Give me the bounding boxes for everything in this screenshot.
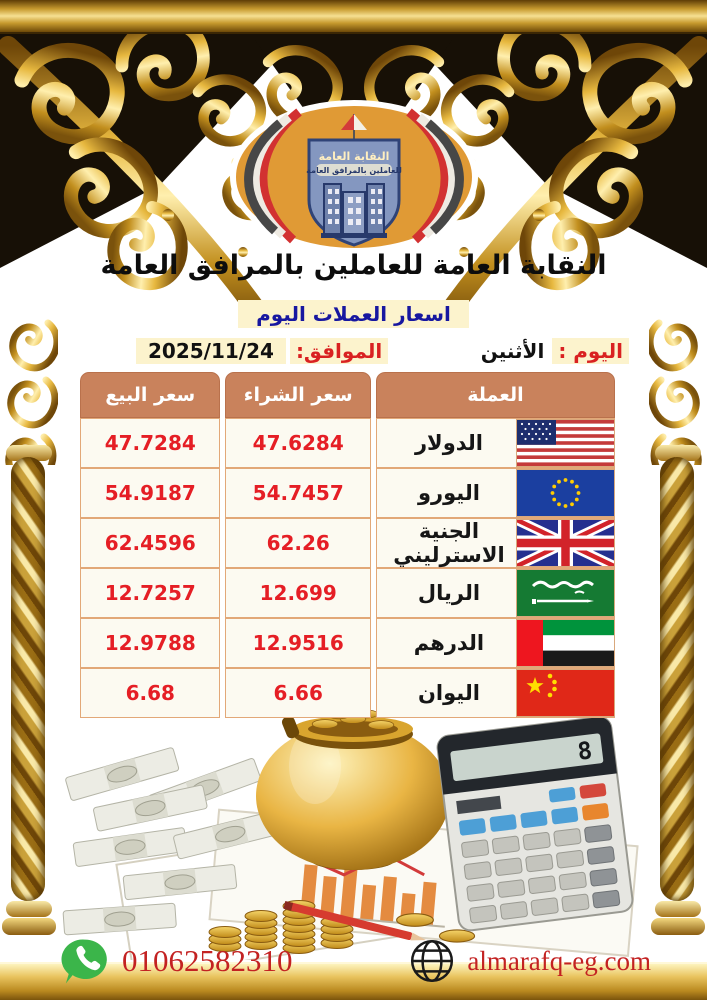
footer	[58, 934, 651, 988]
table-header-row	[80, 372, 615, 418]
header-buy-price: سعر الشراء	[225, 372, 370, 418]
rope-column	[660, 457, 694, 901]
rates-table	[75, 372, 620, 718]
logo-text-line1: النقابة العامة	[318, 150, 389, 163]
logo-text-line2: للعاملين بالمرافق العامة	[305, 166, 402, 175]
sell-price: 12.9788	[80, 618, 220, 668]
phone-contact	[58, 934, 293, 988]
sell-price: 6.68	[80, 668, 220, 718]
column-base	[651, 918, 705, 935]
column-base	[6, 901, 52, 917]
frame-top-bar	[0, 0, 707, 34]
day-value: الأثنين	[480, 339, 545, 363]
buy-price: 62.26	[225, 518, 370, 568]
column-base	[655, 901, 701, 917]
sell-price: 54.9187	[80, 468, 220, 518]
frame-right-column	[649, 295, 707, 945]
header-currency: العملة	[376, 372, 615, 418]
buy-price: 54.7457	[225, 468, 370, 518]
globe-icon	[407, 936, 457, 986]
china-flag-icon	[517, 670, 614, 716]
website-contact	[407, 936, 651, 986]
logo-buildings	[321, 184, 387, 238]
table-row-cny	[80, 668, 615, 718]
calculator	[436, 716, 634, 932]
gold-pot	[256, 710, 450, 870]
european-union-flag-icon	[517, 470, 614, 516]
currency-name: اليوان	[418, 681, 480, 705]
whatsapp-icon	[58, 934, 112, 988]
table-row-aed	[80, 618, 615, 668]
day-label: اليوم :	[552, 338, 629, 364]
table-row-usd	[80, 418, 615, 468]
buy-price: 47.6284	[225, 418, 370, 468]
calculator-display: 8	[575, 736, 594, 766]
currency-name: الجنية الاسترليني	[393, 519, 505, 567]
buy-price: 12.9516	[225, 618, 370, 668]
sell-price: 47.7284	[80, 418, 220, 468]
currency-name: اليورو	[417, 481, 480, 505]
sell-price: 12.7257	[80, 568, 220, 618]
table-row-eur	[80, 468, 615, 518]
united-states-flag-icon	[517, 420, 614, 466]
table-row-sar	[80, 568, 615, 618]
buy-price: 12.699	[225, 568, 370, 618]
date-value: 2025/11/24	[136, 338, 286, 364]
date-row	[78, 335, 629, 367]
saudi-arabia-flag-icon	[517, 570, 614, 616]
org-title: النقابة العامة للعاملين بالمرافق العامة	[100, 250, 607, 281]
table-row-gbp	[80, 518, 615, 568]
org-logo	[229, 100, 479, 255]
united-arab-emirates-flag-icon	[517, 620, 614, 666]
subtitle-row	[0, 300, 707, 328]
frame-left-column	[0, 295, 58, 945]
column-base	[2, 918, 56, 935]
buy-price: 6.66	[225, 668, 370, 718]
rope-column	[11, 457, 45, 901]
date-label: الموافق:	[290, 338, 388, 364]
currency-name: الريال	[417, 581, 481, 605]
subtitle: اسعار العملات اليوم	[238, 300, 469, 328]
phone-number: 01062582310	[122, 943, 293, 978]
money-illustration	[53, 708, 653, 960]
currency-name: الدرهم	[413, 631, 485, 655]
sell-price: 62.4596	[80, 518, 220, 568]
website-url: almarafq-eg.com	[467, 945, 651, 976]
united-kingdom-flag-icon	[517, 520, 614, 566]
header-sell-price: سعر البيع	[80, 372, 220, 418]
currency-name: الدولار	[414, 431, 483, 455]
